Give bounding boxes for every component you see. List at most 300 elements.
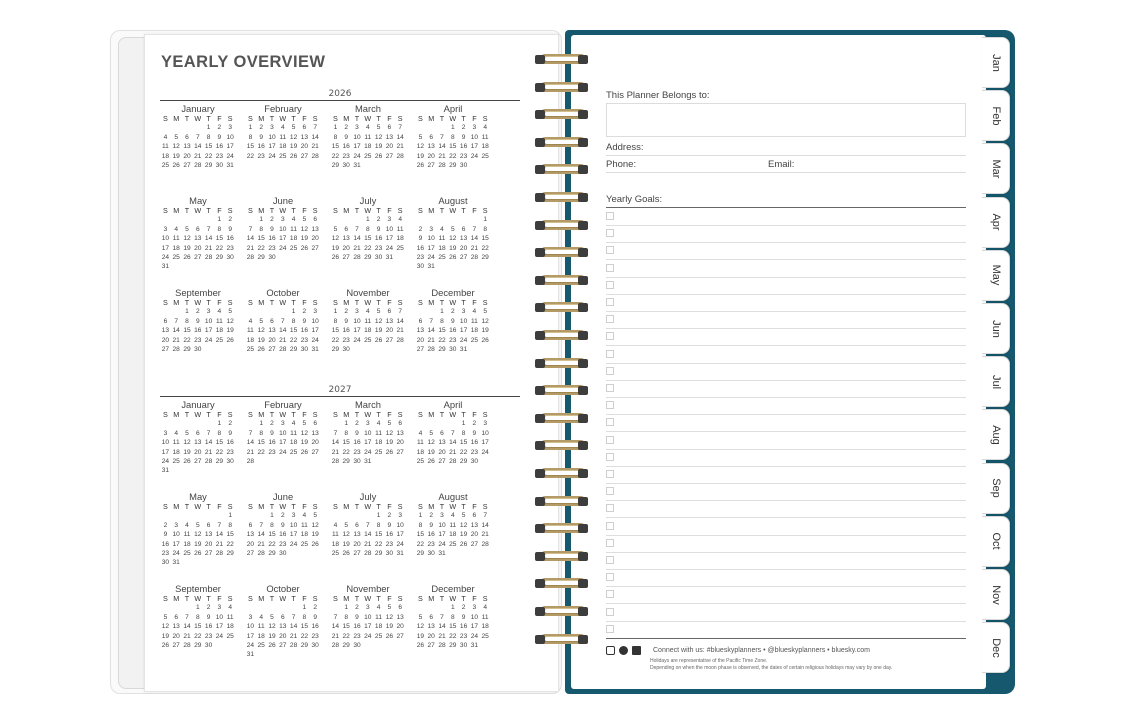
- day-grid: [415, 594, 491, 650]
- day-number: 27: [438, 457, 446, 465]
- empty-day: [458, 215, 469, 224]
- month-name: January: [181, 103, 215, 114]
- empty-day: [160, 511, 171, 520]
- tab-label: Dec: [989, 637, 1002, 658]
- day-number: 30: [449, 345, 457, 353]
- day-number: 16: [257, 143, 265, 151]
- day-number: 1: [270, 512, 274, 520]
- goal-checkbox[interactable]: [606, 212, 614, 220]
- day-number: 15: [481, 235, 489, 243]
- day-number: 25: [449, 540, 457, 548]
- day-number: 14: [289, 623, 298, 631]
- weekday-header: M: [428, 206, 435, 215]
- day-number: 12: [183, 235, 191, 243]
- goal-row[interactable]: [606, 553, 966, 570]
- contact-line[interactable]: [606, 172, 966, 173]
- day-number: 31: [353, 161, 361, 169]
- day-number: 24: [246, 641, 255, 649]
- spiral-ring: [532, 135, 590, 150]
- day-number: 16: [342, 143, 350, 151]
- day-number: 26: [257, 345, 265, 353]
- month-calendar: [330, 287, 406, 354]
- goal-checkbox[interactable]: [606, 625, 614, 633]
- weekday-header: W: [364, 114, 372, 123]
- goal-row[interactable]: [606, 398, 966, 415]
- tab-apr[interactable]: [982, 197, 1010, 248]
- day-number: 29: [257, 253, 265, 261]
- day-number: 30: [226, 253, 234, 261]
- day-number: 14: [172, 327, 180, 335]
- day-number: 12: [172, 143, 180, 151]
- day-number: 13: [385, 133, 394, 141]
- day-number: 23: [311, 632, 319, 640]
- day-number: 24: [459, 336, 468, 344]
- day-number: 7: [259, 521, 264, 529]
- day-number: 13: [161, 327, 170, 335]
- day-number: 2: [355, 420, 359, 428]
- tab-oct[interactable]: [982, 516, 1010, 567]
- day-number: 7: [248, 429, 253, 437]
- goal-row[interactable]: [606, 536, 966, 553]
- day-number: 30: [204, 641, 213, 649]
- day-grid: [160, 206, 236, 272]
- day-number: 21: [449, 448, 457, 456]
- day-number: 17: [353, 143, 361, 151]
- day-number: 12: [385, 429, 394, 437]
- day-number: 16: [311, 623, 319, 631]
- day-number: 4: [483, 604, 488, 612]
- day-number: 7: [355, 225, 359, 233]
- day-number: 15: [331, 327, 340, 335]
- goal-checkbox[interactable]: [606, 332, 614, 340]
- day-number: 24: [226, 152, 234, 160]
- day-number: 17: [396, 531, 404, 539]
- empty-day: [415, 215, 426, 224]
- day-number: 22: [459, 448, 468, 456]
- month-name: February: [264, 103, 302, 114]
- day-number: 20: [311, 439, 319, 447]
- tab-may[interactable]: [982, 250, 1010, 301]
- empty-day: [267, 603, 278, 612]
- day-number: 16: [353, 439, 361, 447]
- tab-jan[interactable]: [982, 37, 1010, 88]
- day-number: 28: [183, 641, 191, 649]
- day-number: 8: [228, 521, 233, 529]
- day-number: 28: [438, 161, 446, 169]
- goal-row[interactable]: [606, 501, 966, 518]
- goal-checkbox[interactable]: [606, 229, 614, 237]
- empty-day: [352, 215, 363, 224]
- day-number: 16: [427, 531, 435, 539]
- goal-row[interactable]: [606, 484, 966, 501]
- weekday-header: S: [248, 410, 253, 419]
- day-number: 7: [333, 429, 338, 437]
- month-name: June: [272, 491, 294, 502]
- empty-day: [362, 511, 373, 520]
- tab-sep[interactable]: [982, 463, 1010, 514]
- day-number: 5: [418, 613, 423, 621]
- empty-day: [192, 123, 203, 132]
- day-grid: [245, 298, 321, 354]
- day-number: 19: [300, 235, 309, 243]
- weekday-header: M: [428, 594, 435, 603]
- goal-row[interactable]: [606, 381, 966, 398]
- day-number: 24: [470, 152, 479, 160]
- month-name: August: [438, 491, 468, 502]
- day-number: 25: [246, 345, 255, 353]
- day-number: 16: [353, 623, 361, 631]
- day-number: 18: [364, 327, 372, 335]
- weekday-header: F: [217, 594, 222, 603]
- year-heading: 2027: [160, 385, 520, 397]
- day-number: 24: [385, 244, 394, 252]
- weekday-header: W: [279, 594, 287, 603]
- day-number: 17: [226, 143, 234, 151]
- weekday-header: W: [194, 114, 202, 123]
- day-number: 26: [226, 336, 234, 344]
- goal-checkbox[interactable]: [606, 315, 614, 323]
- weekday-header: W: [449, 298, 457, 307]
- goal-checkbox[interactable]: [606, 350, 614, 358]
- day-number: 17: [268, 143, 276, 151]
- day-number: 14: [204, 439, 213, 447]
- day-number: 29: [459, 457, 468, 465]
- goal-row[interactable]: [606, 278, 966, 295]
- day-number: 14: [257, 531, 265, 539]
- tab-aug[interactable]: [982, 409, 1010, 460]
- day-number: 22: [449, 632, 457, 640]
- day-number: 11: [481, 133, 489, 141]
- day-number: 12: [374, 133, 383, 141]
- day-grid: [415, 410, 491, 466]
- day-number: 3: [365, 604, 370, 612]
- day-number: 30: [374, 253, 383, 261]
- goal-row[interactable]: [606, 243, 966, 260]
- day-grid: [330, 114, 406, 170]
- empty-day: [352, 511, 363, 520]
- tab-feb[interactable]: [982, 90, 1010, 141]
- day-number: 1: [228, 512, 233, 520]
- goal-checkbox[interactable]: [606, 608, 614, 616]
- day-number: 8: [217, 429, 222, 437]
- day-number: 8: [461, 429, 466, 437]
- owner-name-field[interactable]: [606, 103, 966, 137]
- weekday-header: T: [184, 298, 190, 307]
- day-number: 26: [385, 448, 394, 456]
- goal-checkbox[interactable]: [606, 470, 614, 478]
- day-number: 20: [396, 623, 404, 631]
- month-name: October: [266, 583, 300, 594]
- day-number: 4: [185, 521, 189, 529]
- day-number: 8: [302, 613, 307, 621]
- day-number: 11: [416, 439, 424, 447]
- day-number: 30: [342, 345, 350, 353]
- day-number: 30: [353, 641, 361, 649]
- weekday-header: T: [354, 298, 360, 307]
- day-number: 3: [483, 420, 488, 428]
- day-grid: [160, 298, 236, 354]
- day-number: 6: [174, 613, 179, 621]
- day-number: 15: [438, 327, 446, 335]
- day-number: 6: [429, 613, 434, 621]
- day-number: 28: [470, 253, 479, 261]
- day-number: 29: [331, 161, 340, 169]
- day-number: 13: [342, 235, 350, 243]
- day-number: 16: [459, 623, 468, 631]
- day-number: 30: [459, 641, 468, 649]
- day-number: 20: [459, 244, 468, 252]
- goal-row[interactable]: [606, 347, 966, 364]
- spiral-ring: [532, 300, 590, 315]
- day-number: 5: [313, 512, 318, 520]
- spiral-ring: [532, 632, 590, 647]
- day-number: 22: [215, 244, 224, 252]
- day-number: 6: [440, 429, 444, 437]
- day-number: 23: [342, 336, 350, 344]
- day-number: 11: [396, 225, 404, 233]
- month-calendar: [160, 287, 236, 354]
- goal-row[interactable]: [606, 605, 966, 622]
- goal-checkbox[interactable]: [606, 487, 614, 495]
- day-number: 4: [174, 225, 179, 233]
- empty-day: [171, 603, 182, 612]
- day-number: 3: [472, 124, 477, 132]
- tab-label: Jan: [989, 53, 1002, 72]
- weekday-header: F: [302, 410, 307, 419]
- day-number: 25: [396, 244, 404, 252]
- day-number: 24: [438, 540, 446, 548]
- goal-checkbox[interactable]: [606, 384, 614, 392]
- day-number: 26: [342, 549, 350, 557]
- day-number: 23: [194, 336, 202, 344]
- weekday-header: M: [428, 502, 435, 511]
- day-number: 21: [438, 632, 446, 640]
- day-number: 7: [450, 429, 455, 437]
- day-number: 19: [311, 531, 319, 539]
- day-number: 13: [396, 429, 404, 437]
- weekday-header: T: [461, 114, 466, 123]
- day-number: 18: [226, 623, 234, 631]
- goal-checkbox[interactable]: [606, 504, 614, 512]
- month-name: September: [175, 583, 221, 594]
- weekday-header: F: [387, 502, 392, 511]
- goal-row[interactable]: [606, 329, 966, 346]
- day-number: 17: [279, 439, 287, 447]
- day-number: 12: [311, 521, 319, 529]
- tab-dec[interactable]: [982, 622, 1010, 673]
- day-number: 12: [161, 623, 170, 631]
- day-number: 26: [427, 457, 435, 465]
- day-number: 5: [418, 133, 423, 141]
- goal-checkbox[interactable]: [606, 453, 614, 461]
- email-label: Email:: [768, 159, 795, 170]
- month-calendar: [245, 583, 321, 660]
- goal-checkbox[interactable]: [606, 264, 614, 272]
- goal-checkbox[interactable]: [606, 556, 614, 564]
- weekday-header: S: [333, 410, 338, 419]
- day-number: 25: [331, 549, 340, 557]
- day-number: 25: [215, 336, 224, 344]
- tab-jun[interactable]: [982, 303, 1010, 354]
- day-number: 8: [259, 225, 264, 233]
- goal-row[interactable]: [606, 261, 966, 278]
- day-number: 20: [416, 336, 425, 344]
- goal-checkbox[interactable]: [606, 401, 614, 409]
- day-number: 3: [270, 124, 274, 132]
- day-number: 29: [342, 457, 350, 465]
- empty-day: [203, 419, 214, 428]
- belongs-label: This Planner Belongs to:: [606, 90, 710, 101]
- weekday-header: M: [343, 502, 350, 511]
- empty-day: [171, 419, 182, 428]
- weekday-header: M: [173, 594, 180, 603]
- day-number: 23: [470, 448, 479, 456]
- day-number: 10: [385, 225, 394, 233]
- empty-day: [437, 215, 448, 224]
- day-number: 20: [194, 244, 202, 252]
- day-number: 27: [268, 345, 276, 353]
- weekday-header: T: [206, 410, 211, 419]
- day-number: 10: [279, 429, 287, 437]
- day-number: 13: [396, 613, 404, 621]
- empty-day: [245, 215, 256, 224]
- day-number: 25: [172, 457, 180, 465]
- goal-checkbox[interactable]: [606, 367, 614, 375]
- day-number: 20: [246, 540, 255, 548]
- goal-row[interactable]: [606, 570, 966, 587]
- empty-day: [426, 603, 437, 612]
- day-number: 1: [291, 308, 296, 316]
- day-number: 3: [387, 216, 392, 224]
- day-number: 25: [481, 152, 489, 160]
- day-number: 28: [172, 345, 180, 353]
- tab-mar[interactable]: [982, 143, 1010, 194]
- day-number: 2: [195, 308, 200, 316]
- goal-row[interactable]: [606, 415, 966, 432]
- weekday-header: S: [163, 410, 168, 419]
- goal-row[interactable]: [606, 519, 966, 536]
- day-number: 16: [279, 531, 287, 539]
- goal-checkbox[interactable]: [606, 436, 614, 444]
- goal-row[interactable]: [606, 433, 966, 450]
- weekday-header: W: [364, 206, 372, 215]
- day-number: 23: [374, 244, 383, 252]
- weekday-header: T: [376, 298, 381, 307]
- goal-row[interactable]: [606, 312, 966, 329]
- day-number: 11: [161, 143, 169, 151]
- day-number: 1: [217, 420, 222, 428]
- day-number: 3: [174, 521, 179, 529]
- tab-nov[interactable]: [982, 569, 1010, 620]
- goal-checkbox[interactable]: [606, 590, 614, 598]
- day-number: 22: [257, 448, 265, 456]
- day-number: 6: [387, 308, 392, 316]
- day-number: 26: [183, 457, 191, 465]
- goal-row[interactable]: [606, 295, 966, 312]
- day-number: 28: [204, 253, 213, 261]
- weekday-header: S: [163, 206, 168, 215]
- month-calendar: [245, 491, 321, 558]
- day-number: 8: [195, 613, 200, 621]
- spiral-ring: [532, 52, 590, 67]
- goal-checkbox[interactable]: [606, 522, 614, 530]
- weekday-header: S: [482, 298, 488, 307]
- spiral-ring: [532, 107, 590, 122]
- goal-checkbox[interactable]: [606, 298, 614, 306]
- day-number: 5: [185, 429, 189, 437]
- day-number: 19: [427, 448, 435, 456]
- goal-row[interactable]: [606, 364, 966, 381]
- goal-checkbox[interactable]: [606, 418, 614, 426]
- day-number: 19: [374, 143, 383, 151]
- goal-row[interactable]: [606, 226, 966, 243]
- weekday-header: T: [206, 206, 211, 215]
- weekday-header: W: [194, 206, 202, 215]
- weekday-header: M: [343, 114, 350, 123]
- day-number: 10: [172, 531, 180, 539]
- empty-day: [171, 123, 182, 132]
- weekday-header: M: [428, 298, 435, 307]
- weekday-header: F: [387, 298, 392, 307]
- weekday-header: S: [163, 594, 168, 603]
- goal-row[interactable]: [606, 622, 966, 639]
- month-calendar: [415, 491, 491, 558]
- day-number: 21: [353, 244, 361, 252]
- goal-checkbox[interactable]: [606, 573, 614, 581]
- tab-jul[interactable]: [982, 356, 1010, 407]
- day-number: 28: [289, 641, 298, 649]
- day-number: 1: [302, 604, 307, 612]
- day-number: 29: [215, 457, 224, 465]
- day-number: 5: [344, 521, 349, 529]
- day-number: 4: [248, 317, 253, 325]
- day-number: 7: [483, 512, 488, 520]
- day-number: 5: [174, 133, 179, 141]
- weekday-header: S: [333, 502, 338, 511]
- weekday-header: S: [248, 594, 253, 603]
- day-number: 16: [194, 327, 202, 335]
- day-number: 22: [364, 244, 372, 252]
- day-number: 1: [376, 512, 381, 520]
- address-line[interactable]: [606, 155, 966, 156]
- goal-row[interactable]: [606, 467, 966, 484]
- day-number: 18: [331, 540, 340, 548]
- day-number: 8: [333, 133, 338, 141]
- day-number: 22: [374, 540, 383, 548]
- day-number: 31: [364, 457, 372, 465]
- day-number: 29: [438, 345, 446, 353]
- day-number: 21: [470, 244, 479, 252]
- day-number: 1: [206, 124, 211, 132]
- goal-checkbox[interactable]: [606, 281, 614, 289]
- empty-day: [203, 511, 214, 520]
- day-number: 22: [438, 336, 446, 344]
- month-calendar: [330, 399, 406, 466]
- goal-row[interactable]: [606, 450, 966, 467]
- day-grid: [245, 410, 321, 466]
- weekday-header: F: [472, 594, 477, 603]
- day-number: 11: [226, 613, 234, 621]
- goal-row[interactable]: [606, 209, 966, 226]
- day-number: 13: [427, 623, 435, 631]
- goal-checkbox[interactable]: [606, 246, 614, 254]
- day-number: 18: [172, 244, 180, 252]
- goal-row[interactable]: [606, 587, 966, 604]
- goal-checkbox[interactable]: [606, 539, 614, 547]
- weekday-header: W: [194, 594, 202, 603]
- day-number: 15: [226, 531, 234, 539]
- day-number: 22: [257, 244, 265, 252]
